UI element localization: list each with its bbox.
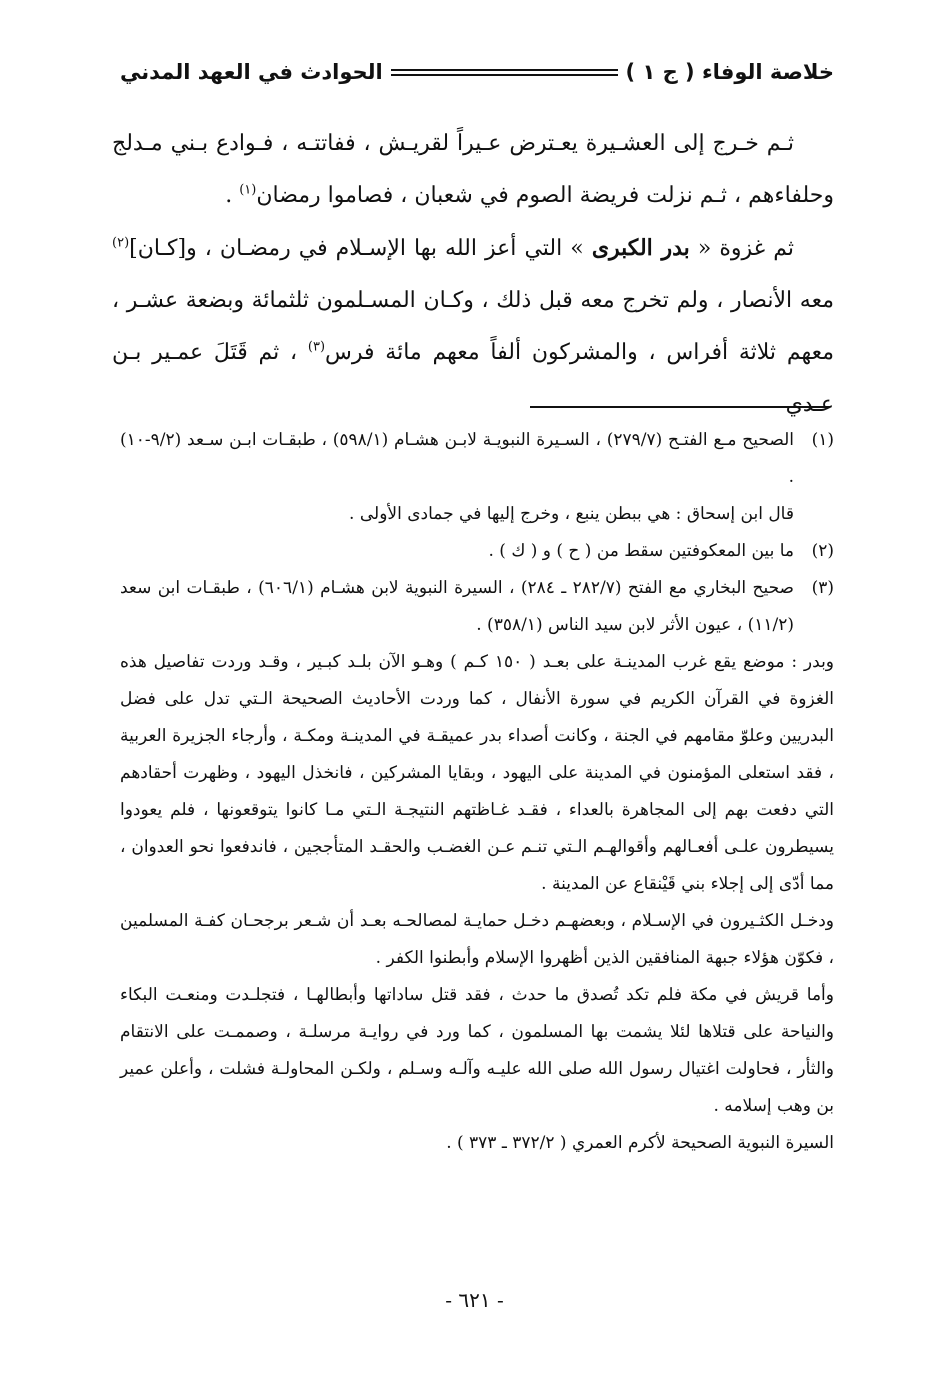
footnote-1-number: (١) bbox=[811, 430, 834, 450]
footnote-2-number: (٢) bbox=[811, 541, 834, 561]
footnote-3-number: (٣) bbox=[811, 578, 834, 598]
header-double-rule bbox=[391, 69, 618, 76]
footnote-1-note-text: قال ابن إسحاق : هي ببطن ينبع ، وخرج إليها في جمادى الأولى . bbox=[349, 504, 794, 524]
footnote-3-quraysh bbox=[120, 977, 834, 1125]
footnote-3-source-text: السيرة النبوية الصحيحة لأكرم العمري ( ٣٧٢/٢ ـ ٣٧٣ ) . bbox=[446, 1133, 834, 1153]
paragraph-2-text-d: ، ثم قَتَلَ عمـير بـن عـدي bbox=[112, 340, 834, 417]
footnote-1 bbox=[120, 422, 834, 496]
paragraph-2 bbox=[112, 222, 834, 431]
footnote-ref-1: (١) bbox=[239, 182, 257, 198]
paragraph-1-text: ثـم خـرج إلى العشـيرة يعـترض عـيراً لقريـش ، ففاتتـه ، فـوادع بـني مـدلج وحلفاءهم ، ثـم نزلت فريضة الصوم في شعبان ، فصاموا رمضان bbox=[112, 131, 834, 208]
footnote-3-converts bbox=[120, 903, 834, 977]
header-chapter-title: الحوادث في العهد المدني bbox=[120, 60, 383, 84]
footnote-3-quraysh-text: وأما قريش في مكة فلم تكد تُصدق ما حدث ، فقد قتل ساداتها وأبطالهـا ، فتجلـدت ومنعـت البكاء والنياحة على قتلاها لئلا يشمت بها المسلمون ، كما ورد في روايـة مرسلـة ، وصممـت على الانتقام والثأر ، فحاولت اغتيال رسول الله صلى الله عليـه وآلـه وسـلم ، ولكـن المحاولـة فشلت ، وأعلن عمير بن وهب إسلامه . bbox=[120, 985, 834, 1116]
header-book-title: خلاصة الوفاء ( ج ١ ) bbox=[625, 60, 834, 84]
battle-name: بدر الكبرى bbox=[591, 235, 690, 261]
footnote-3-badr-text: وبدر : موضع يقع غرب المدينـة على بعـد ( ١٥٠ كـم ) وهـو الآن بلـد كبـير ، وقـد وردت تفاصيل هذه الغزوة في القرآن الكريم في سورة الأنفال ، كما وردت الأحاديث الصحيحة الـتي تدل على فضل البدريين وعلوّ مقامهم في الجنة ، وكانت أصداء بدر عميقـة في المدينـة ومكـة ، وأرجاء الجزيرة العربية ، فقد استعلى المؤمنون في المدينة على اليهود ، وبقايا المشركين ، فانخذل اليهود ، وظهرت أحقادهم التي دفعت بهم إلى المجاهرة بالعداء ، فقـد غـاظتهم النتيجـة الـتي مـا كانوا يتوقعونها ، فلم يعودوا يسيطرون علـى أفعـالهم وأقوالهـم الـتي تنـم عـن الغضـب والحقـد المتأججين ، فاندفعوا نحو العدوان ، مما أدّى إلى إجلاء بني قَيْنقاع عن المدينة . bbox=[120, 652, 835, 894]
footnote-3-text: صحيح البخاري مع الفتح (٢٨٢/٧ ـ ٢٨٤) ، السيرة النبوية لابن هشـام (٦٠٦/١) ، طبقـات ابن سعد (١١/٢) ، عيون الأثر لابن سيد الناس (٣٥٨/١) . bbox=[120, 578, 794, 635]
footnote-separator bbox=[530, 406, 830, 408]
footnote-3-badr bbox=[120, 644, 834, 903]
footnote-3-source bbox=[120, 1125, 834, 1162]
paragraph-1-end: . bbox=[225, 183, 240, 208]
footnote-2 bbox=[120, 533, 834, 570]
paragraph-2-text-c: معه الأنصار ، ولم تخرج معه قبل ذلك ، وكـان المسـلمون ثلثمائة وبضعة عشـر ، معهم ثلاثة أفراس ، والمشركون ألفاً معهم مائة فرس bbox=[112, 288, 834, 365]
running-header bbox=[120, 52, 834, 92]
footnotes bbox=[120, 422, 834, 1162]
paragraph-2-text-a: ثم غزوة « bbox=[689, 236, 794, 261]
footnote-1-text: الصحيح مـع الفتـح (٢٧٩/٧) ، السـيرة النبويـة لابـن هشـام (٥٩٨/١) ، طبقـات ابـن سـعد (٩/٢-١٠) . bbox=[120, 430, 795, 487]
footnote-3-converts-text: ودخـل الكثـيرون في الإسـلام ، وبعضهـم دخـل حمايـة لمصالحـه بعـد أن شـعر برجحـان كفـة المسلمين ، فكوّن هؤلاء جبهة المنافقين الذين أظهروا الإسلام وأبطنوا الكفر . bbox=[120, 911, 834, 968]
footnote-ref-3: (٣) bbox=[307, 339, 326, 355]
paragraph-2-text-b: » التي أعز الله بها الإسـلام في رمضـان ، و[كـان] bbox=[129, 236, 592, 261]
footnote-2-text: ما بين المعكوفتين سقط من ( ح ) و ( ك ) . bbox=[488, 541, 794, 561]
main-text bbox=[112, 118, 834, 431]
footnote-ref-2: (٢) bbox=[112, 235, 130, 251]
footnote-1-note bbox=[120, 496, 834, 533]
page-number: - ٦٢١ - bbox=[445, 1288, 504, 1312]
footnote-3 bbox=[120, 570, 834, 644]
paragraph-1 bbox=[112, 118, 834, 222]
